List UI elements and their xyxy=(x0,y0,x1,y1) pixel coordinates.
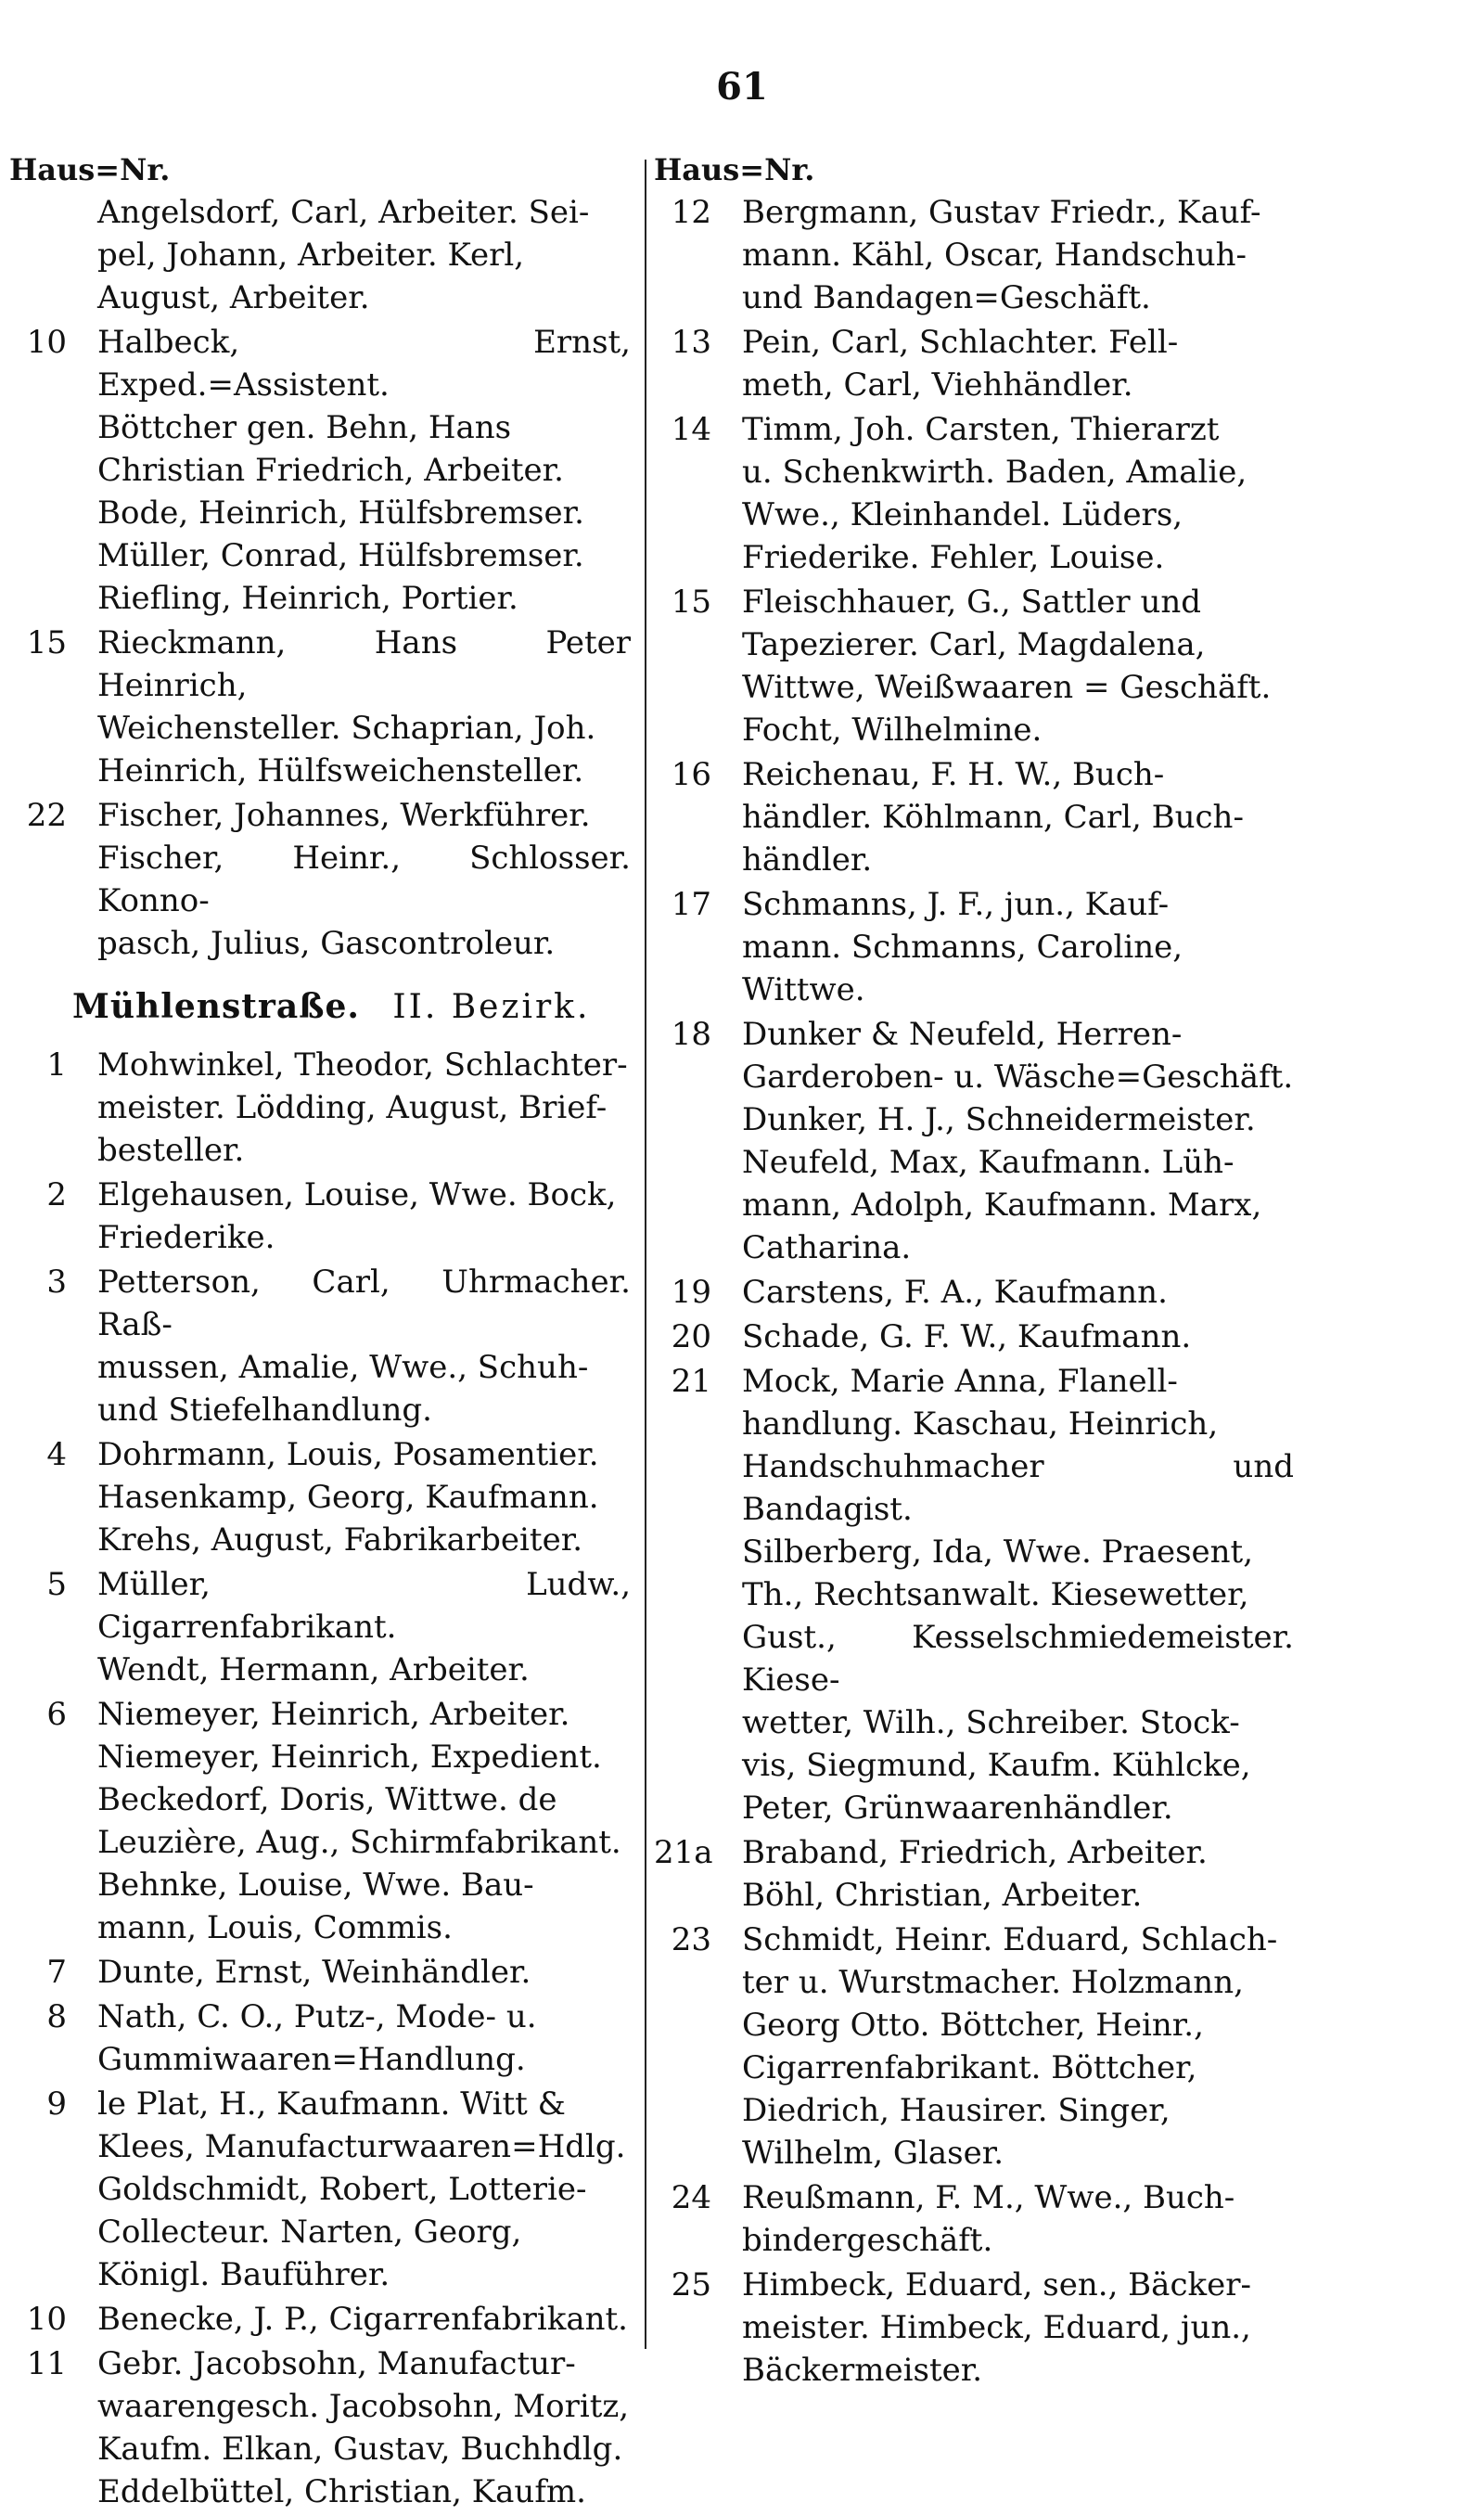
house-number: 14 xyxy=(671,411,711,448)
directory-entry xyxy=(654,1271,1294,1314)
entry-text: Schmidt, Heinr. Eduard, Schlach- ter u. Wurstmacher. Holzmann, Georg Otto. Böttcher, Heinr., Cigarrenfabrikant. Böttcher, Diedrich, Hausirer. Singer, Wilhelm, Glaser. xyxy=(742,1921,1278,2172)
house-number: 7 xyxy=(46,1954,67,1991)
house-number: 9 xyxy=(46,2085,67,2123)
directory-entry xyxy=(9,191,631,319)
right-entries xyxy=(654,191,1294,2392)
house-number-header: Haus=Nr. xyxy=(654,152,815,187)
house-number: 4 xyxy=(46,1436,67,1473)
entry-text: Schmanns, J. F., jun., Kauf- mann. Schmanns, Caroline, Wittwe. xyxy=(742,886,1183,1008)
directory-entry xyxy=(654,2176,1294,2262)
house-number: 1 xyxy=(46,1046,67,1084)
left-entries-top xyxy=(9,191,631,965)
directory-entry xyxy=(9,1261,631,1431)
entry-text: Nath, C. O., Putz-, Mode- u. Gummiwaaren=Handlung. xyxy=(97,1998,537,2078)
house-number: 19 xyxy=(671,1274,711,1311)
entry-text: Pein, Carl, Schlachter. Fell- meth, Carl, Viehhändler. xyxy=(742,324,1179,404)
house-number: 11 xyxy=(26,2345,67,2382)
entry-text: Müller, Ludw., Cigarrenfabrikant. Wendt, Hermann, Arbeiter. xyxy=(97,1566,631,1688)
entry-text: Dunker & Neufeld, Herren- Garderoben- u. Wäsche=Geschäft. Dunker, H. J., Schneidermeister. Neufeld, Max, Kaufmann. Lüh- mann, Adolph, Kaufmann. Marx, Catharina. xyxy=(742,1016,1294,1266)
entry-text: Dohrmann, Louis, Posamentier. Hasenkamp, Georg, Kaufmann. Krehs, August, Fabrikarbeiter. xyxy=(97,1436,599,1559)
entry-text: le Plat, H., Kaufmann. Witt & Klees, Manufacturwaaren=Hdlg. Goldschmidt, Robert, Lotterie- Collecteur. Narten, Georg, Königl. Bauführer. xyxy=(97,2085,626,2293)
house-number: 23 xyxy=(671,1921,711,1958)
directory-entry xyxy=(9,2083,631,2296)
directory-entry xyxy=(654,321,1294,406)
house-number: 13 xyxy=(671,324,711,361)
entry-text: Niemeyer, Heinrich, Arbeiter. Niemeyer, Heinrich, Expedient. Beckedorf, Doris, Wittwe. de Leuzière, Aug., Schirmfabrikant. Behnke, Louise, Wwe. Bau- mann, Louis, Commis. xyxy=(97,1696,621,1946)
directory-entry xyxy=(9,1563,631,1691)
house-number-header: Haus=Nr. xyxy=(9,152,171,187)
house-number: 21 xyxy=(671,1363,711,1400)
entry-text: Dunte, Ernst, Weinhändler. xyxy=(97,1954,531,1991)
directory-entry xyxy=(9,1044,631,1172)
entry-text: Fischer, Johannes, Werkführer. Fischer, Heinr., Schlosser. Konno- pasch, Julius, Gascontroleur. xyxy=(97,797,631,962)
directory-entry xyxy=(9,622,631,792)
directory-entry xyxy=(9,2342,631,2513)
house-number: 17 xyxy=(671,886,711,923)
directory-entry xyxy=(654,753,1294,881)
directory-entry xyxy=(654,1315,1294,1358)
directory-entry xyxy=(654,883,1294,1011)
house-number: 10 xyxy=(26,324,67,361)
left-entries-bottom xyxy=(9,1044,631,2513)
house-number: 8 xyxy=(46,1998,67,2035)
house-number: 15 xyxy=(671,584,711,621)
directory-entry xyxy=(654,1918,1294,2175)
directory-entry xyxy=(9,321,631,620)
house-number: 12 xyxy=(671,194,711,231)
house-number: 15 xyxy=(26,624,67,661)
entry-text: Benecke, J. P., Cigarrenfabrikant. xyxy=(97,2301,628,2338)
house-number: 2 xyxy=(46,1176,67,1213)
house-number: 22 xyxy=(26,797,67,834)
directory-entry xyxy=(9,1693,631,1949)
directory-entry xyxy=(654,1831,1294,1917)
directory-entry xyxy=(9,794,631,965)
entry-text: Mock, Marie Anna, Flanell- handlung. Kaschau, Heinrich, Handschuhmacher und Bandagist. Silberberg, Ida, Wwe. Praesent, Th., Rechtsanwalt. Kiesewetter, Gust., Kesselschmiedemeister. Kiese- wetter, Wilh., Schreiber. Stock- vis, Siegmund, Kaufm. Kühlcke, Peter, Grünwaarenhändler. xyxy=(742,1363,1294,1827)
entry-text: Reußmann, F. M., Wwe., Buch- bindergeschäft. xyxy=(742,2179,1235,2259)
entry-text: Schade, G. F. W., Kaufmann. xyxy=(742,1318,1192,1355)
house-number: 25 xyxy=(671,2266,711,2303)
entry-text: Mohwinkel, Theodor, Schlachter- meister. Lödding, August, Brief- besteller. xyxy=(97,1046,628,1169)
directory-entry xyxy=(9,1433,631,1561)
house-number: 3 xyxy=(46,1264,67,1301)
entry-text: Himbeck, Eduard, sen., Bäcker- meister. Himbeck, Eduard, jun., Bäckermeister. xyxy=(742,2266,1251,2389)
directory-entry xyxy=(654,581,1294,751)
directory-entry xyxy=(9,2298,631,2341)
directory-entry xyxy=(654,408,1294,579)
entry-text: Bergmann, Gustav Friedr., Kauf- mann. Kähl, Oscar, Handschuh- und Bandagen=Geschäft. xyxy=(742,194,1261,316)
entry-text: Halbeck, Ernst, Exped.=Assistent. Böttcher gen. Behn, Hans Christian Friedrich, Arbeiter. Bode, Heinrich, Hülfsbremser. Müller, Conrad, Hülfsbremser. Riefling, Heinrich, Portier. xyxy=(97,324,631,617)
entry-text: Fleischhauer, G., Sattler und Tapezierer. Carl, Magdalena, Wittwe, Weißwaaren = Geschäft. Focht, Wilhelmine. xyxy=(742,584,1272,749)
house-number: 18 xyxy=(671,1016,711,1053)
house-number: 20 xyxy=(671,1318,711,1355)
entry-text: Elgehausen, Louise, Wwe. Bock, Friederike. xyxy=(97,1176,617,1256)
directory-entry xyxy=(9,1995,631,2081)
street-heading xyxy=(9,980,631,1034)
entry-text: Carstens, F. A., Kaufmann. xyxy=(742,1274,1168,1311)
directory-entry xyxy=(654,1013,1294,1269)
house-number: 16 xyxy=(671,756,711,793)
entry-text: Reichenau, F. H. W., Buch- händler. Köhlmann, Carl, Buch- händler. xyxy=(742,756,1244,879)
directory-entry xyxy=(654,191,1294,319)
house-number: 21a xyxy=(654,1834,713,1871)
column-divider xyxy=(645,160,646,2349)
house-number: 10 xyxy=(26,2301,67,2338)
page-number: 61 xyxy=(716,65,768,109)
entry-text: Gebr. Jacobsohn, Manufactur- waarengesch. Jacobsohn, Moritz, Kaufm. Elkan, Gustav, Buchhdlg. Eddelbüttel, Christian, Kaufm. xyxy=(97,2345,630,2510)
directory-entry xyxy=(9,1951,631,1994)
directory-entry xyxy=(9,1174,631,1259)
left-column xyxy=(9,148,631,2515)
entry-text: Petterson, Carl, Uhrmacher. Raß- mussen, Amalie, Wwe., Schuh- und Stiefelhandlung. xyxy=(97,1264,631,1429)
street-name: Mühlenstraße. xyxy=(72,987,360,1026)
right-column xyxy=(654,148,1294,2393)
entry-text: Timm, Joh. Carsten, Thierarzt u. Schenkwirth. Baden, Amalie, Wwe., Kleinhandel. Lüders, Friederike. Fehler, Louise. xyxy=(742,411,1247,576)
directory-entry xyxy=(654,1360,1294,1829)
directory-entry xyxy=(654,2264,1294,2392)
entry-text: Angelsdorf, Carl, Arbeiter. Sei- pel, Johann, Arbeiter. Kerl, August, Arbeiter. xyxy=(97,194,590,316)
district-label: II. Bezirk. xyxy=(392,988,591,1026)
house-number: 5 xyxy=(46,1566,67,1603)
entry-text: Braband, Friedrich, Arbeiter. Böhl, Christian, Arbeiter. xyxy=(742,1834,1208,1914)
house-number: 24 xyxy=(671,2179,711,2216)
entry-text: Rieckmann, Hans Peter Heinrich, Weichensteller. Schaprian, Joh. Heinrich, Hülfsweichensteller. xyxy=(97,624,631,789)
house-number: 6 xyxy=(46,1696,67,1733)
